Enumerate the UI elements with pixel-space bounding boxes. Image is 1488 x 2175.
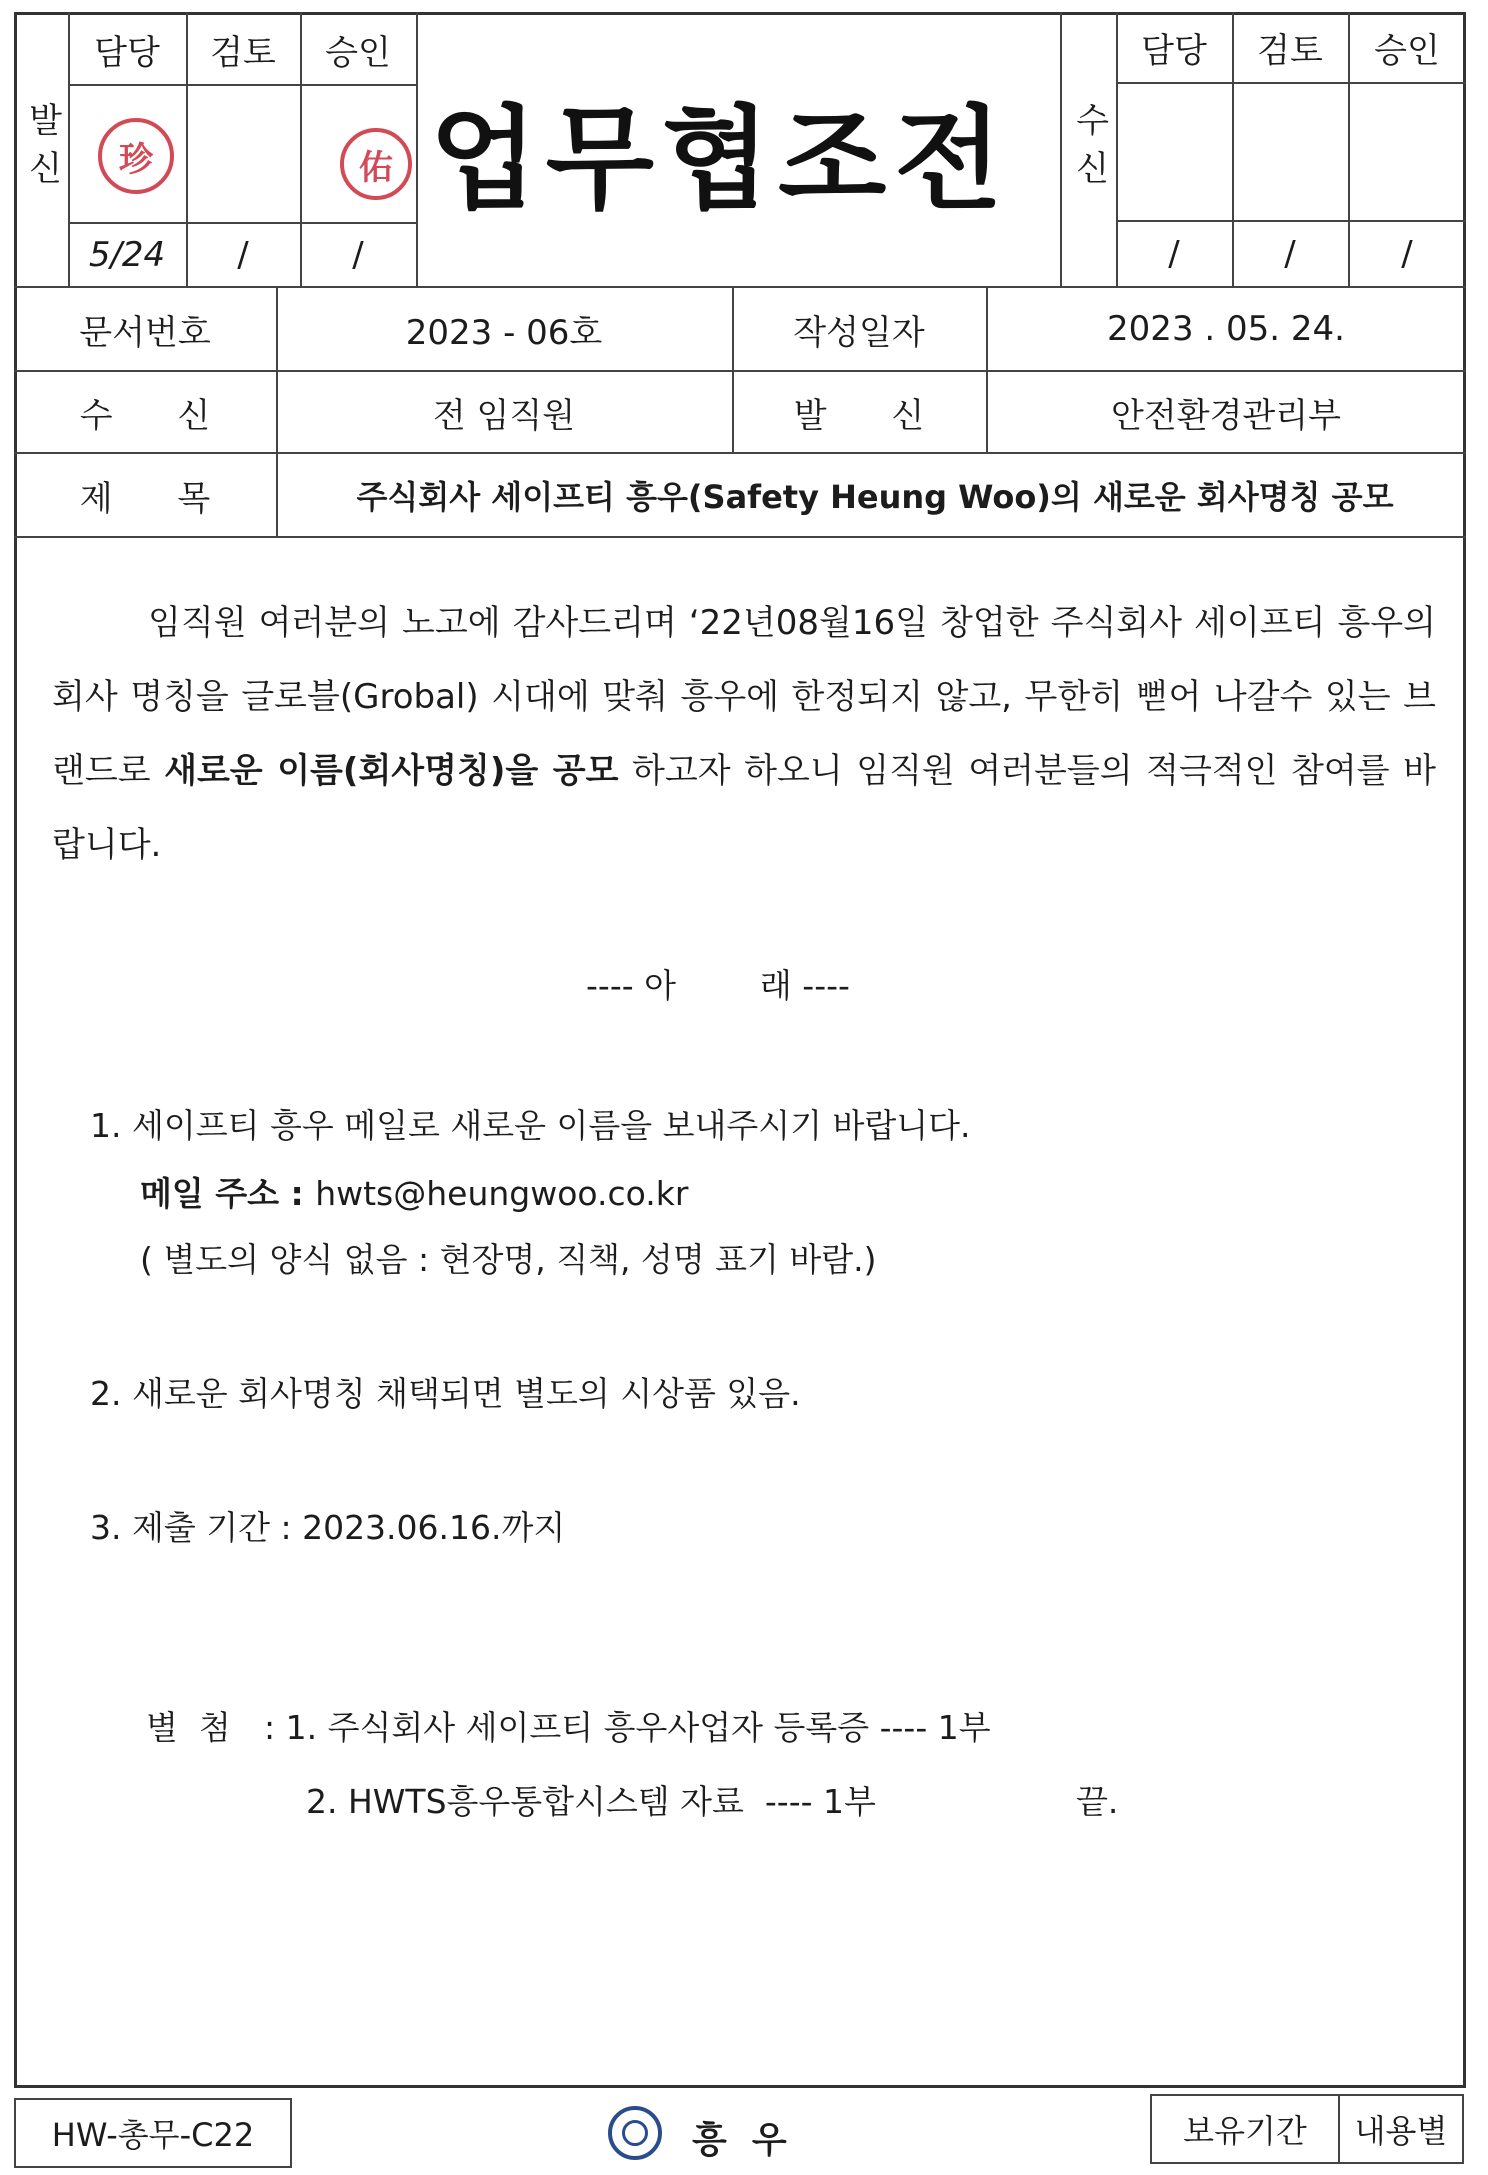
attachment-2: 2. HWTS흥우통합시스템 자료 ---- 1부 (306, 1782, 876, 1821)
receiver-approve-date: / (1401, 234, 1413, 274)
notice-heading: ---- 아 래 ---- (586, 966, 850, 1005)
doc-number-value: 2023 - 06호 (405, 312, 603, 353)
receiver-charge-date: / (1168, 234, 1180, 274)
sender-col-charge: 담당 (94, 32, 160, 73)
sender-row-line-1 (68, 84, 416, 86)
sender-label (16, 90, 68, 210)
write-date-value: 2023 . 05. 24. (1107, 309, 1345, 349)
attachment-label: 별 첨 (146, 1708, 231, 1747)
mail-label: 메일 주소 : (140, 1174, 316, 1213)
info-row-line-3 (14, 536, 1466, 538)
sender-col-review: 검토 (210, 32, 276, 73)
intro-text-bold: 새로운 이름(회사명칭)을 공모 (164, 751, 619, 791)
sender-col-approve: 승인 (325, 32, 391, 73)
item-2: 2. 새로운 회사명칭 채택되면 별도의 시상품 있음. (90, 1374, 801, 1413)
receiver-col-review: 검토 (1257, 30, 1323, 71)
item-1-mail (140, 1168, 688, 1215)
company-logo-icon (608, 2106, 662, 2160)
attachment-1: : 1. 주식회사 세이프티 흥우사업자 등록증 ---- 1부 (264, 1708, 991, 1747)
sender-charge-date: 5/24 (88, 235, 166, 275)
receiver-label-text: 수신 (1069, 102, 1109, 198)
sender-label-text: 발신 (22, 102, 62, 198)
sender-block-right-edge (416, 12, 418, 286)
sender-approve-date: / (352, 235, 364, 275)
retention-label: 보유기간 (1183, 2112, 1307, 2150)
receiver-review-date: / (1284, 234, 1296, 274)
receiver-col-approve: 승인 (1374, 30, 1440, 71)
form-code-box (14, 2098, 292, 2168)
receiver-label (1062, 90, 1116, 210)
sender-review-date: / (237, 235, 249, 275)
mail-address: hwts@heungwoo.co.kr (315, 1174, 689, 1213)
retention-value: 내용별 (1354, 2112, 1448, 2150)
item-1-note: ( 별도의 양식 없음 : 현장명, 직책, 성명 표기 바람.) (140, 1240, 877, 1279)
receiver-row-line-1 (1116, 82, 1466, 84)
sender-approve-stamp (340, 128, 412, 200)
recipient-label: 수 신 (79, 395, 211, 436)
company-name: 흥 우 (692, 2120, 787, 2161)
intro-text-1: 임직원 여러분의 노고에 감사드리며 ‘22년08월16일 창업한 주식회사 세이프티 흥우의 회사 명칭을 글로블(Grobal) 시대에 맞춰 흥우에 한정되지 않고, 무한히 뻗어 나갈수 있는 브랜드로 (52, 603, 1436, 791)
doc-number-label: 문서번호 (79, 312, 211, 353)
stamp-2-char: 佑 (359, 147, 393, 188)
end-mark: 끝. (1076, 1782, 1119, 1821)
sender-dept-value: 안전환경관리부 (1111, 395, 1341, 436)
intro-paragraph (52, 586, 1436, 882)
subject-value: 주식회사 세이프티 흥우(Safety Heung Woo)의 새로운 회사명칭 공모 (356, 478, 1394, 516)
item-3: 3. 제출 기간 : 2023.06.16.까지 (90, 1508, 566, 1547)
recipient-value: 전 임직원 (432, 395, 576, 436)
item-1: 1. 세이프티 흥우 메일로 새로운 이름을 보내주시기 바랍니다. (90, 1106, 971, 1145)
write-date-label: 작성일자 (793, 312, 925, 353)
stamp-1-char: 珍 (119, 139, 153, 180)
retention-value-box (1338, 2094, 1464, 2164)
retention-label-box (1150, 2094, 1340, 2164)
sender-dept-label: 발 신 (793, 395, 925, 436)
form-code: HW-총무-C22 (51, 2116, 255, 2154)
receiver-col-charge: 담당 (1141, 30, 1207, 71)
subject-label: 제 목 (79, 478, 211, 519)
intro-text-2: 하고자 하오니 임직원 여러분들의 적극적인 참여를 바랍니다. (52, 751, 1436, 865)
document-title: 업무협조전 (429, 94, 1011, 225)
sender-charge-stamp (98, 118, 174, 194)
